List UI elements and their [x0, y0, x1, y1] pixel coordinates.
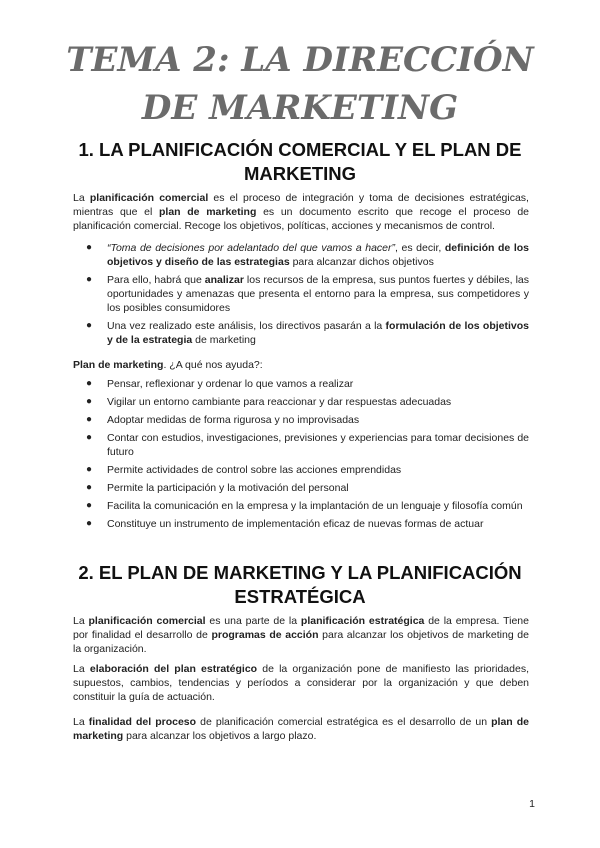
bullet-icon: ●	[86, 378, 93, 389]
section-1-heading: 1. LA PLANIFICACIÓN COMERCIAL Y EL PLAN DE MARKETING	[78, 139, 522, 184]
bullet-icon: ●	[86, 320, 93, 331]
bullet-icon: ●	[86, 482, 93, 493]
section-2-heading: 2. EL PLAN DE MARKETING Y LA PLANIFICACIÓN ESTRATÉGICA	[78, 562, 522, 607]
bullet-icon: ●	[86, 242, 93, 253]
list-item: ● Para ello, habrá que analizar los recursos de la empresa, sus puntos fuertes y débiles, las oportunidades y amenazas que presenta el entorno para la empresa, sus competidores y los posibles consumidores	[86, 274, 529, 314]
list-item: ● Adoptar medidas de forma rigurosa y no improvisadas	[86, 414, 360, 426]
bullet-icon: ●	[86, 432, 93, 443]
list-item: ● Vigilar un entorno cambiante para reaccionar y dar respuestas adecuadas	[86, 396, 452, 408]
section-1-intro: La planificación comercial es el proceso de integración y toma de decisiones estratégicas, mientras que el plan de marketing es un documento escrito que recoge el proceso de planificación comercial. Recoge los objetivos, políticas, acciones y mecanismos de control.	[73, 192, 529, 232]
bullet-icon: ●	[86, 500, 93, 511]
plan-label: Plan de marketing. ¿A qué nos ayuda?:	[73, 359, 263, 371]
section-2-paragraph-3: La finalidad del proceso de planificación comercial estratégica es el desarrollo de un plan de marketing para alcanzar los objetivos a largo plazo.	[73, 716, 530, 742]
bullet-icon: ●	[86, 464, 93, 475]
section-2-paragraph-2: La elaboración del plan estratégico de la organización pone de manifiesto las prioridades, supuestos, cambios, tendencias y períodos a considerar por la organización y que deben constituir la guía de actuación.	[73, 663, 529, 703]
bullet-icon: ●	[86, 396, 93, 407]
plan-items	[73, 377, 529, 535]
list-item: ● Facilita la comunicación en la empresa y la implantación de un lenguaje y filosofía común	[86, 500, 523, 512]
list-item: ● Pensar, reflexionar y ordenar lo que vamos a realizar	[86, 378, 354, 390]
document-title: TEMA 2: LA DIRECCIÓN DE MARKETING	[66, 40, 534, 128]
list-item: ● Contar con estudios, investigaciones, previsiones y experiencias para tomar decisiones de futuro	[86, 432, 529, 458]
list-item: ● Permite actividades de control sobre las acciones emprendidas	[86, 464, 402, 476]
page-number: 1	[529, 798, 535, 810]
bullet-icon: ●	[86, 518, 93, 529]
section-2-paragraph-1: La planificación comercial es una parte de la planificación estratégica de la empresa. Tiene por finalidad el desarrollo de programas de acción para alcanzar los objetivos de marketing de la organización.	[73, 615, 529, 655]
section-1-bullets	[73, 241, 529, 351]
list-item: ● Una vez realizado este análisis, los directivos pasarán a la formulación de los objetivos y de la estrategia de marketing	[86, 320, 529, 346]
list-item: ● Permite la participación y la motivación del personal	[86, 482, 349, 494]
bullet-icon: ●	[86, 274, 93, 285]
bullet-icon: ●	[86, 414, 93, 425]
list-item: ● “Toma de decisiones por adelantado del que vamos a hacer”, es decir, definición de los objetivos y diseño de las estrategias para alcanzar dichos objetivos	[86, 242, 530, 268]
list-item: ● Constituye un instrumento de implementación eficaz de nuevas formas de actuar	[86, 518, 484, 530]
